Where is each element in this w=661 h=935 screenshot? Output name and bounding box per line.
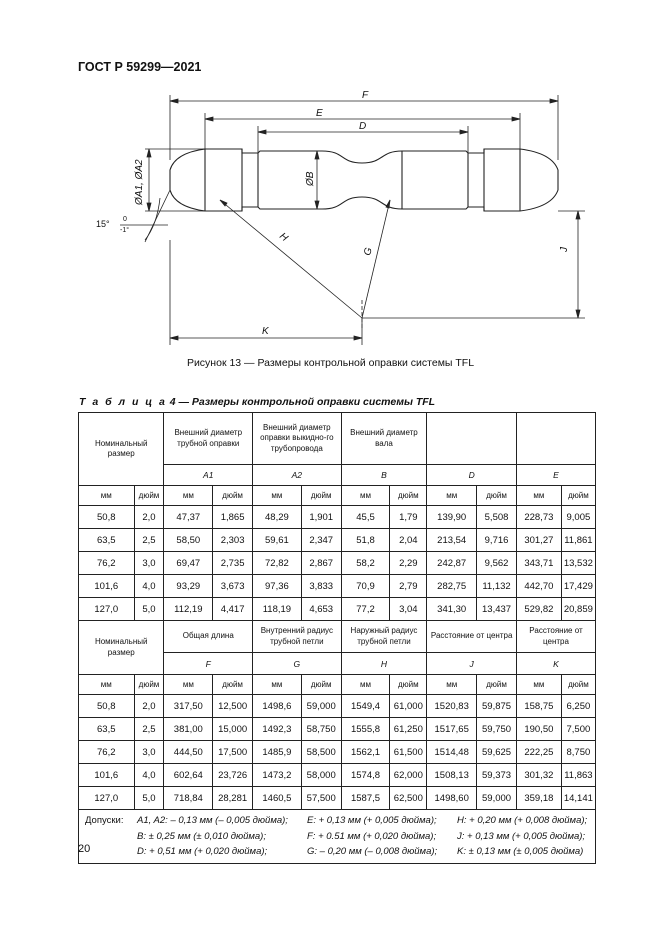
header-e — [516, 413, 595, 465]
table-cell: 213,54 — [427, 529, 477, 552]
table-cell: 58,000 — [301, 764, 341, 787]
table-cell: 59,61 — [253, 529, 302, 552]
table-cell: 8,750 — [561, 741, 595, 764]
table-cell: 77,2 — [341, 598, 390, 621]
table-cell: 13,532 — [561, 552, 595, 575]
table-cell: 3,833 — [301, 575, 341, 598]
unit-mm: мм — [253, 675, 302, 695]
table-cell: 50,8 — [79, 506, 135, 529]
table-cell: 2,867 — [301, 552, 341, 575]
table-cell: 2,29 — [390, 552, 427, 575]
table-cell: 442,70 — [516, 575, 561, 598]
unit-in: дюйм — [390, 675, 427, 695]
unit-mm: мм — [341, 675, 390, 695]
table-cell: 359,18 — [516, 787, 561, 810]
table-cell: 61,000 — [390, 695, 427, 718]
header-tube-od: Внешний диаметр трубной оправки — [164, 413, 253, 465]
table-cell: 62,500 — [390, 787, 427, 810]
table-cell: 301,27 — [516, 529, 561, 552]
table-cell: 1498,6 — [253, 695, 302, 718]
table-cell: 1555,8 — [341, 718, 390, 741]
table-row — [79, 552, 596, 575]
table-cell: 97,36 — [253, 575, 302, 598]
label-J: J — [559, 247, 570, 252]
table-cell: 76,2 — [79, 741, 135, 764]
table-cell: 6,250 — [561, 695, 595, 718]
document-header: ГОСТ Р 59299—2021 — [78, 60, 202, 74]
table-cell: 1473,2 — [253, 764, 302, 787]
table-cell: 9,562 — [477, 552, 517, 575]
table-cell: 62,000 — [390, 764, 427, 787]
table-cell: 2,303 — [213, 529, 253, 552]
label-angle: 15° — [96, 219, 110, 229]
unit-in: дюйм — [213, 486, 253, 506]
table-cell: 1587,5 — [341, 787, 390, 810]
table-cell: 17,429 — [561, 575, 595, 598]
symbol-D: D — [427, 465, 517, 486]
table-cell: 127,0 — [79, 787, 135, 810]
table-cell: 45,5 — [341, 506, 390, 529]
header-distance-j: Расстояние от центра — [427, 621, 517, 653]
table-cell: 70,9 — [341, 575, 390, 598]
table-row — [79, 598, 596, 621]
label-E: E — [316, 108, 323, 119]
table-cell: 5,508 — [477, 506, 517, 529]
table-cell: 1562,1 — [341, 741, 390, 764]
table-cell: 529,82 — [516, 598, 561, 621]
symbol-B: B — [341, 465, 427, 486]
symbol-A2: A2 — [253, 465, 342, 486]
label-F: F — [362, 90, 369, 101]
table-row — [79, 575, 596, 598]
table-cell: 72,82 — [253, 552, 302, 575]
header-nominal-2: Номинальный размер — [79, 621, 164, 675]
dimensions-table — [78, 412, 596, 864]
table-cell: 139,90 — [427, 506, 477, 529]
table-cell: 59,750 — [477, 718, 517, 741]
label-B: ØB — [305, 171, 316, 186]
table-cell: 2,04 — [390, 529, 427, 552]
unit-mm: мм — [516, 675, 561, 695]
table-cell: 9,005 — [561, 506, 595, 529]
table-cell: 282,75 — [427, 575, 477, 598]
table-row — [79, 741, 596, 764]
table-cell: 59,373 — [477, 764, 517, 787]
table-cell: 11,863 — [561, 764, 595, 787]
table-cell: 57,500 — [301, 787, 341, 810]
table-cell: 50,8 — [79, 695, 135, 718]
symbol-H: H — [341, 653, 427, 675]
table-cell: 3,0 — [134, 741, 164, 764]
table-cell: 228,73 — [516, 506, 561, 529]
mandrel-outline — [170, 149, 558, 211]
table-cell: 17,500 — [213, 741, 253, 764]
unit-mm: мм — [79, 486, 135, 506]
table-cell: 4,0 — [134, 764, 164, 787]
table-cell: 127,0 — [79, 598, 135, 621]
table-cell: 444,50 — [164, 741, 213, 764]
table-cell: 3,0 — [134, 552, 164, 575]
table-cell: 23,726 — [213, 764, 253, 787]
unit-mm: мм — [253, 486, 302, 506]
table-cell: 1508,13 — [427, 764, 477, 787]
tolerances-note: Допуски: A1, A2: – 0,13 мм (– 0,005 дюйма); E: + 0,13 мм (+ 0,005 дюйма); H: + 0,20 мм (+ 0,008 дюйма); B: ± 0,25 мм (± 0,010 дюйма); F: + 0.51 мм (+ 0,020 дюйма); J: + 0,13 мм (+ 0,005 дюйма); D: + 0,51 мм (+ 0,020 дюйма); G: – 0,20 мм (– 0,008 дюйма); K: ± 0,13 мм (± 0,005 дюйма) — [79, 810, 596, 864]
table-cell: 63,5 — [79, 529, 135, 552]
table-row — [79, 764, 596, 787]
table-cell: 11,132 — [477, 575, 517, 598]
table-cell: 1498,60 — [427, 787, 477, 810]
table-cell: 14,141 — [561, 787, 595, 810]
table-cell: 47,37 — [164, 506, 213, 529]
unit-in: дюйм — [390, 486, 427, 506]
table-cell: 1,79 — [390, 506, 427, 529]
header-flowline-od: Внешний диаметр оправки выкидно-го трубопровода — [253, 413, 342, 465]
table-cell: 317,50 — [164, 695, 213, 718]
table-cell: 1460,5 — [253, 787, 302, 810]
table-cell: 5,0 — [134, 598, 164, 621]
table-cell: 58,2 — [341, 552, 390, 575]
table-cell: 20,859 — [561, 598, 595, 621]
symbol-J: J — [427, 653, 517, 675]
unit-mm: мм — [341, 486, 390, 506]
table-cell: 341,30 — [427, 598, 477, 621]
table-row — [79, 695, 596, 718]
table-caption: Т а б л и ц а 4 — Размеры контрольной оправки системы TFL — [79, 396, 436, 408]
table-cell: 1,865 — [213, 506, 253, 529]
table-cell: 242,87 — [427, 552, 477, 575]
unit-mm: мм — [79, 675, 135, 695]
table-cell: 76,2 — [79, 552, 135, 575]
unit-in: дюйм — [561, 486, 595, 506]
table-cell: 112,19 — [164, 598, 213, 621]
table-cell: 343,71 — [516, 552, 561, 575]
table-row — [79, 506, 596, 529]
label-K: K — [262, 326, 269, 337]
table-cell: 59,000 — [301, 695, 341, 718]
table-cell: 4,417 — [213, 598, 253, 621]
symbol-G: G — [253, 653, 342, 675]
unit-mm: мм — [516, 486, 561, 506]
figure-caption: Рисунок 13 — Размеры контрольной оправки системы TFL — [186, 357, 475, 369]
table-cell: 2,79 — [390, 575, 427, 598]
symbol-K: K — [516, 653, 595, 675]
table-cell: 51,8 — [341, 529, 390, 552]
table-cell: 222,25 — [516, 741, 561, 764]
table-cell: 1485,9 — [253, 741, 302, 764]
table-cell: 63,5 — [79, 718, 135, 741]
table-cell: 11,861 — [561, 529, 595, 552]
table-cell: 2,0 — [134, 506, 164, 529]
table-cell: 69,47 — [164, 552, 213, 575]
table-cell: 4,0 — [134, 575, 164, 598]
table-cell: 1574,8 — [341, 764, 390, 787]
table-cell: 48,29 — [253, 506, 302, 529]
label-H: H — [277, 230, 290, 244]
header-outer-radius: Наружный радиус трубной петли — [341, 621, 427, 653]
table-cell: 5,0 — [134, 787, 164, 810]
header-nominal: Номинальный размер — [79, 413, 164, 486]
table-cell: 1492,3 — [253, 718, 302, 741]
unit-mm: мм — [427, 675, 477, 695]
unit-mm: мм — [164, 675, 213, 695]
table-cell: 101,6 — [79, 575, 135, 598]
page-number: 20 — [78, 843, 91, 855]
table-cell: 158,75 — [516, 695, 561, 718]
symbol-A1: A1 — [164, 465, 253, 486]
table-cell: 12,500 — [213, 695, 253, 718]
unit-in: дюйм — [301, 486, 341, 506]
table-cell: 1514,48 — [427, 741, 477, 764]
table-cell: 61,250 — [390, 718, 427, 741]
label-angle-low: -1° — [120, 227, 130, 234]
table-cell: 59,875 — [477, 695, 517, 718]
unit-in: дюйм — [301, 675, 341, 695]
table-cell: 15,000 — [213, 718, 253, 741]
table-cell: 4,653 — [301, 598, 341, 621]
table-cell: 59,000 — [477, 787, 517, 810]
header-distance-k: Расстояние от центра — [516, 621, 595, 653]
table-cell: 2,735 — [213, 552, 253, 575]
label-A: ØA1, ØA2 — [134, 159, 145, 205]
table-cell: 718,84 — [164, 787, 213, 810]
unit-in: дюйм — [477, 486, 517, 506]
table-cell: 13,437 — [477, 598, 517, 621]
mandrel-drawing — [0, 0, 661, 360]
table-cell: 381,00 — [164, 718, 213, 741]
unit-in: дюйм — [477, 675, 517, 695]
symbol-F: F — [164, 653, 253, 675]
unit-mm: мм — [427, 486, 477, 506]
table-cell: 1549,4 — [341, 695, 390, 718]
label-G: G — [362, 246, 375, 257]
table-cell: 9,716 — [477, 529, 517, 552]
label-angle-up: 0 — [123, 216, 127, 223]
table-row — [79, 529, 596, 552]
unit-in: дюйм — [213, 675, 253, 695]
table-cell: 93,29 — [164, 575, 213, 598]
unit-in: дюйм — [561, 675, 595, 695]
table-cell: 58,500 — [301, 741, 341, 764]
table-cell: 61,500 — [390, 741, 427, 764]
table-cell: 190,50 — [516, 718, 561, 741]
table-cell: 1,901 — [301, 506, 341, 529]
table-row — [79, 787, 596, 810]
table-cell: 2,347 — [301, 529, 341, 552]
table-cell: 59,625 — [477, 741, 517, 764]
table-cell: 602,64 — [164, 764, 213, 787]
table-cell: 2,5 — [134, 718, 164, 741]
table-cell: 301,32 — [516, 764, 561, 787]
table-row — [79, 718, 596, 741]
header-shaft-od: Внешний диаметр вала — [341, 413, 427, 465]
label-D: D — [359, 121, 367, 132]
table-cell: 2,0 — [134, 695, 164, 718]
header-inner-radius: Внутренний радиус трубной петли — [253, 621, 342, 653]
header-d — [427, 413, 517, 465]
table-cell: 118,19 — [253, 598, 302, 621]
table-cell: 3,04 — [390, 598, 427, 621]
table-cell: 101,6 — [79, 764, 135, 787]
table-cell: 58,50 — [164, 529, 213, 552]
table-cell: 58,750 — [301, 718, 341, 741]
symbol-E: E — [516, 465, 595, 486]
unit-mm: мм — [164, 486, 213, 506]
table-cell: 1517,65 — [427, 718, 477, 741]
unit-in: дюйм — [134, 486, 164, 506]
table-cell: 7,500 — [561, 718, 595, 741]
header-total-length: Общая длина — [164, 621, 253, 653]
table-cell: 28,281 — [213, 787, 253, 810]
table-cell: 3,673 — [213, 575, 253, 598]
table-cell: 2,5 — [134, 529, 164, 552]
unit-in: дюйм — [134, 675, 164, 695]
table-cell: 1520,83 — [427, 695, 477, 718]
